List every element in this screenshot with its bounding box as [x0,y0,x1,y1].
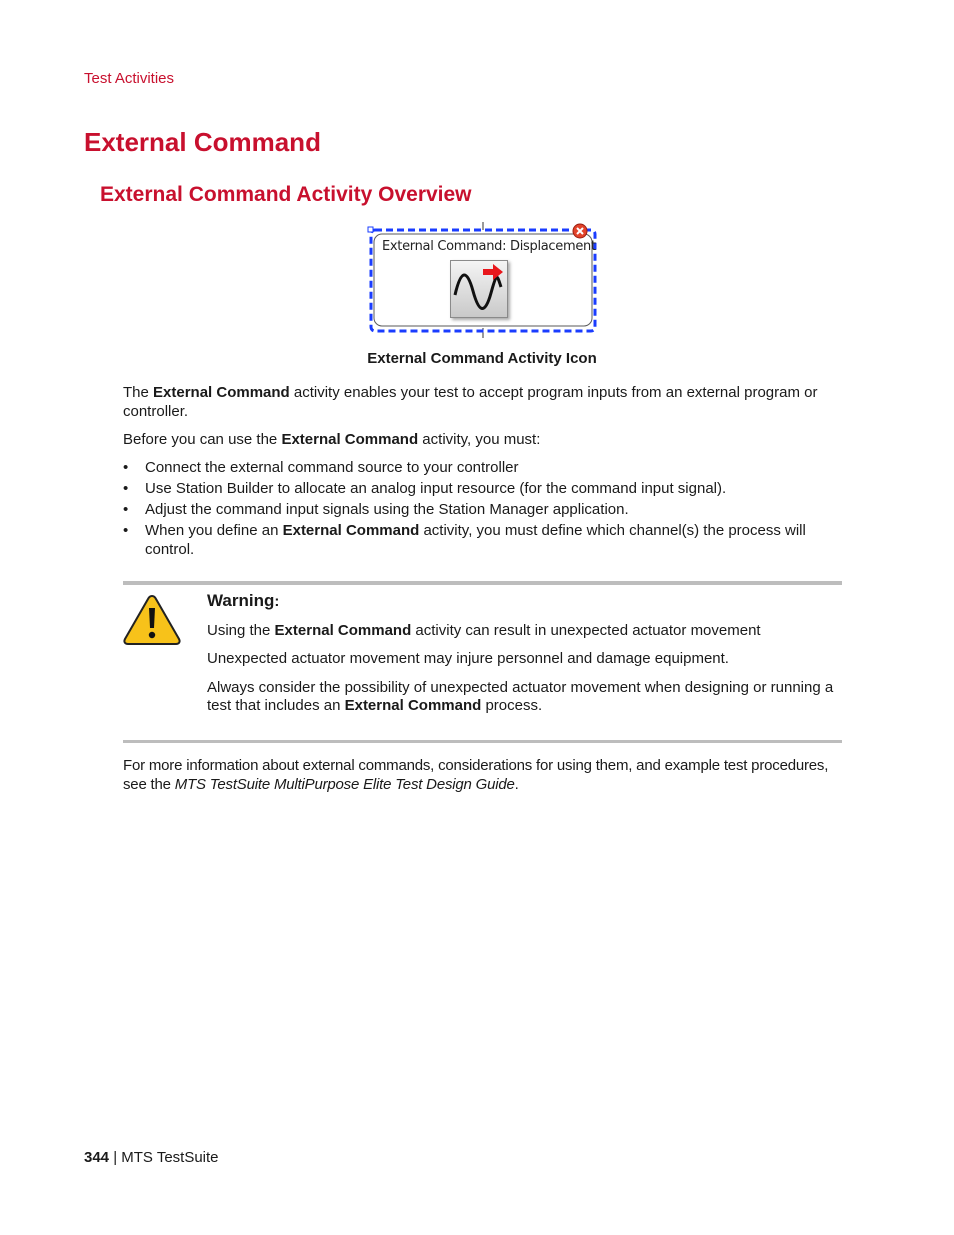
list-item: • Use Station Builder to allocate an analog input resource (for the command input signal). [123,480,727,497]
warning-bottom-rule [123,740,842,743]
page-title: External Command [84,127,321,157]
more-info-paragraph: For more information about external commands, considerations for using them, and example test procedures, see the MTS TestSuite MultiPurpose Elite Test Design Guide. [123,757,829,793]
warning-title: Warning: [207,591,280,610]
guide-reference: MTS TestSuite MultiPurpose Elite Test Design Guide [174,776,515,793]
red-arrow-icon [481,263,505,281]
page-number: 344 [84,1149,110,1166]
list-item: • Adjust the command input signals using the Station Manager application. [123,501,629,518]
warning-text-2: Unexpected actuator movement may injure personnel and damage equipment. [207,650,729,667]
product-name: MTS TestSuite [121,1149,219,1166]
figure-caption: External Command Activity Icon [367,350,597,367]
warning-triangle-icon [123,594,181,646]
activity-figure [366,222,600,338]
breadcrumb: Test Activities [84,70,175,87]
intro-paragraph: The External Command activity enables your test to accept program inputs from an external program or controller. [123,384,818,420]
prereq-paragraph: Before you can use the External Command activity, you must: [123,431,541,448]
list-item: • Connect the external command source to your controller [123,459,519,476]
list-item: • When you define an External Command activity, you must define which channel(s) the process will control. [123,522,806,558]
page-footer: 344 | MTS TestSuite [84,1149,219,1166]
warning-top-rule [123,581,842,585]
warning-text-3: Always consider the possibility of unexpected actuator movement when designing or running a test that includes an External Command process. [207,679,834,714]
section-title: External Command Activity Overview [100,183,472,206]
activity-box-title: External Command: Displacement [382,239,596,254]
warning-text-1: Using the External Command activity can result in unexpected actuator movement [207,622,761,639]
close-icon[interactable] [572,223,588,239]
prereq-list [123,458,845,561]
external-command-activity-icon[interactable] [450,260,508,318]
